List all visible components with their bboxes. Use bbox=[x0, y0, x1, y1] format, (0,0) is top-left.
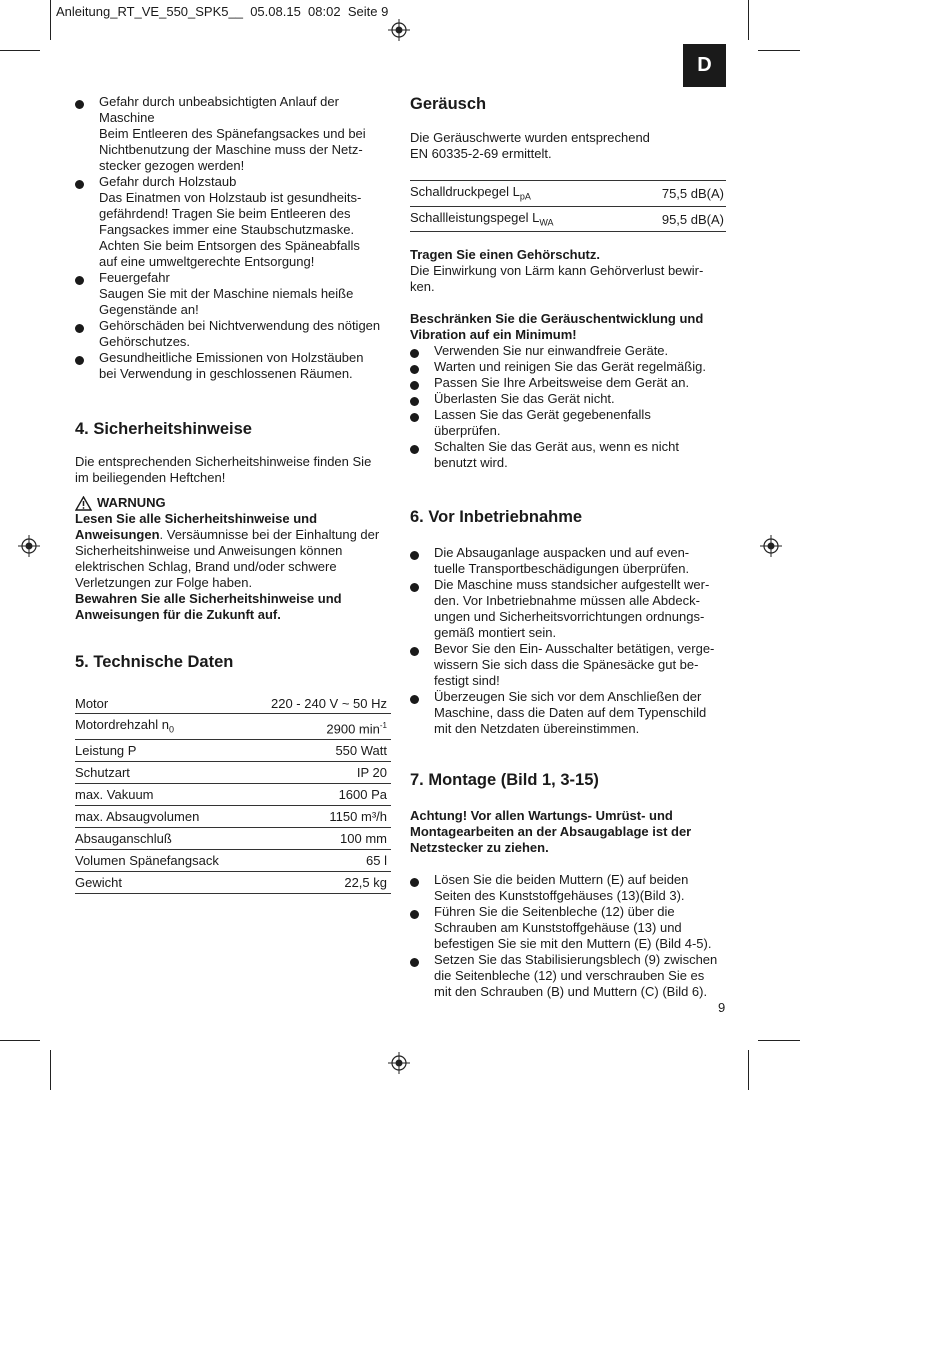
hazard-list bbox=[75, 94, 393, 382]
crop-mark bbox=[748, 1050, 749, 1090]
list-item: Verwenden Sie nur einwandfreie Geräte. bbox=[410, 343, 728, 359]
list-item: Setzen Sie das Stabilisierungsblech (9) zwischen die Seitenbleche (12) und verschrauben Sie es mit den Schrauben (B) und Muttern (C) (Bild 6). bbox=[410, 952, 728, 1000]
table-row: Motor 220 - 240 V ~ 50 Hz bbox=[75, 692, 391, 714]
noise-table bbox=[410, 180, 726, 232]
hazard-item: Gefahr durch Holzstaub Das Einatmen von Holzstaub ist gesundheits- gefährdend! Tragen Sie beim Entleeren des Fangsackes immer eine Staubschutzmaske. Achten Sie beim Entsorgen des Späneabfalls auf eine umweltgerechte Entsorgung! bbox=[75, 174, 393, 270]
table-row: max. Vakuum 1600 Pa bbox=[75, 783, 391, 805]
crop-mark bbox=[50, 0, 51, 40]
crop-mark bbox=[0, 50, 40, 51]
header-file: Anleitung_RT_VE_550_SPK5__ bbox=[56, 4, 243, 19]
registration-mark-icon bbox=[388, 1052, 410, 1074]
warning-heading bbox=[75, 495, 393, 511]
crop-mark bbox=[0, 1040, 40, 1041]
table-row: max. Absaugvolumen 1150 m³/h bbox=[75, 805, 391, 827]
list-item: Die Absauganlage auspacken und auf even- tuelle Transportbeschädigungen überprüfen. bbox=[410, 545, 728, 577]
section-7-caution: Achtung! Vor allen Wartungs- Umrüst- und Montagearbeiten an der Absaugablage ist der Netzstecker zu ziehen. bbox=[410, 808, 692, 856]
table-row: Schutzart IP 20 bbox=[75, 761, 391, 783]
list-item: Überzeugen Sie sich vor dem Anschließen der Maschine, dass die Daten auf dem Typenschild mit den Netzdaten übereinstimmen. bbox=[410, 689, 728, 737]
list-item: Bevor Sie den Ein- Ausschalter betätigen, verge- wissern Sie sich dass die Spänesäcke gut be- festigt sind! bbox=[410, 641, 728, 689]
warning-triangle-icon bbox=[75, 496, 92, 511]
table-row: Schallleistungspegel $L_{WA}$ 95,5 dB(A) bbox=[410, 206, 726, 232]
section-6-title: 6. Vor Inbetriebnahme bbox=[410, 508, 583, 527]
header-page-label: Seite 9 bbox=[347, 4, 389, 19]
header-time: 08:02 bbox=[308, 4, 341, 19]
hazard-item: Gefahr durch unbeabsichtigten Anlauf der Maschine Beim Entleeren des Spänefangsackes und bei Nichtbenutzung der Maschine muss der Netz- stecker gezogen werden! bbox=[75, 94, 393, 174]
section-6-list bbox=[410, 545, 728, 737]
crop-mark bbox=[50, 1050, 51, 1090]
list-item: Überlasten Sie das Gerät nicht. bbox=[410, 391, 728, 407]
header-date: 05.08.15 bbox=[250, 4, 301, 19]
section-7-title: 7. Montage (Bild 1, 3-15) bbox=[410, 771, 599, 790]
section-5-title: 5. Technische Daten bbox=[75, 653, 234, 671]
table-row: Volumen Spänefangsack 65 l bbox=[75, 849, 391, 871]
crop-mark bbox=[758, 1040, 800, 1041]
crop-mark bbox=[748, 0, 749, 40]
table-row: Motordrehzahl $n_0$ 2900 $\min^{-1}$ bbox=[75, 714, 391, 740]
noise-title: Geräusch bbox=[410, 95, 487, 113]
warning-text: Lesen Sie alle Sicherheitshinweise und Anweisungen. Versäumnisse bei der Einhaltung der Sicherheitshinweise und Anweisungen können elektrischen Schlag, Brand und/oder schwere Verletzungen zur Folge haben. Bewahren Sie alle Sicherheitshinweise und Anweisungen für die Zukunft auf. bbox=[75, 511, 380, 622]
page-number: 9 bbox=[718, 1000, 726, 1015]
section-4-title: 4. Sicherheitshinweise bbox=[75, 420, 252, 438]
hearing-protection: Tragen Sie einen Gehörschutz. Die Einwirkung von Lärm kann Gehörverlust bewir- ken. bbox=[410, 247, 704, 295]
table-row: Gewicht 22,5 kg bbox=[75, 871, 391, 893]
section-7-list bbox=[410, 872, 728, 1000]
hazard-item: Gehörschäden bei Nichtverwendung des nötigen Gehörschutzes. bbox=[75, 318, 393, 350]
table-row: Absauganschluß 100 mm bbox=[75, 827, 391, 849]
noise-limit-heading: Beschränken Sie die Geräuschentwicklung und Vibration auf ein Minimum! bbox=[410, 311, 704, 343]
list-item: Führen Sie die Seitenbleche (12) über die Schrauben am Kunststoffgehäuse (13) und befestigen Sie sie mit den Muttern (E) (Bild 4-5). bbox=[410, 904, 728, 952]
registration-mark-icon bbox=[18, 535, 40, 557]
table-row: Schalldruckpegel $L_{pA}$ 75,5 dB(A) bbox=[410, 181, 726, 207]
crop-mark bbox=[758, 50, 800, 51]
left-column bbox=[75, 94, 393, 894]
right-column bbox=[410, 94, 728, 1000]
list-item: Warten und reinigen Sie das Gerät regelmäßig. bbox=[410, 359, 728, 375]
noise-intro: Die Geräuschwerte wurden entsprechend EN 60335-2-69 ermittelt. bbox=[410, 130, 650, 161]
section-4-intro: Die entsprechenden Sicherheitshinweise finden Sie im beiliegenden Heftchen! bbox=[75, 454, 372, 485]
warning-label: WARNUNG bbox=[97, 495, 166, 510]
registration-mark-icon bbox=[388, 19, 410, 41]
language-badge: D bbox=[683, 44, 726, 87]
hazard-item: Feuergefahr Saugen Sie mit der Maschine niemals heiße Gegenstände an! bbox=[75, 270, 393, 318]
list-item: Die Maschine muss standsicher aufgestellt wer- den. Vor Inbetriebnahme müssen alle Abdeck- ungen und Sicherheitsvorrichtungen ordnungs- gemäß montiert sein. bbox=[410, 577, 728, 641]
registration-mark-icon bbox=[760, 535, 782, 557]
print-header bbox=[56, 4, 388, 19]
list-item: Schalten Sie das Gerät aus, wenn es nicht benutzt wird. bbox=[410, 439, 728, 471]
technical-data-table bbox=[75, 692, 391, 894]
table-row: Leistung P 550 Watt bbox=[75, 739, 391, 761]
hazard-item: Gesundheitliche Emissionen von Holzstäuben bei Verwendung in geschlossenen Räumen. bbox=[75, 350, 393, 382]
noise-limit-list bbox=[410, 343, 728, 471]
list-item: Lösen Sie die beiden Muttern (E) auf beiden Seiten des Kunststoffgehäuses (13)(Bild 3). bbox=[410, 872, 728, 904]
list-item: Lassen Sie das Gerät gegebenenfalls überprüfen. bbox=[410, 407, 728, 439]
list-item: Passen Sie Ihre Arbeitsweise dem Gerät an. bbox=[410, 375, 728, 391]
